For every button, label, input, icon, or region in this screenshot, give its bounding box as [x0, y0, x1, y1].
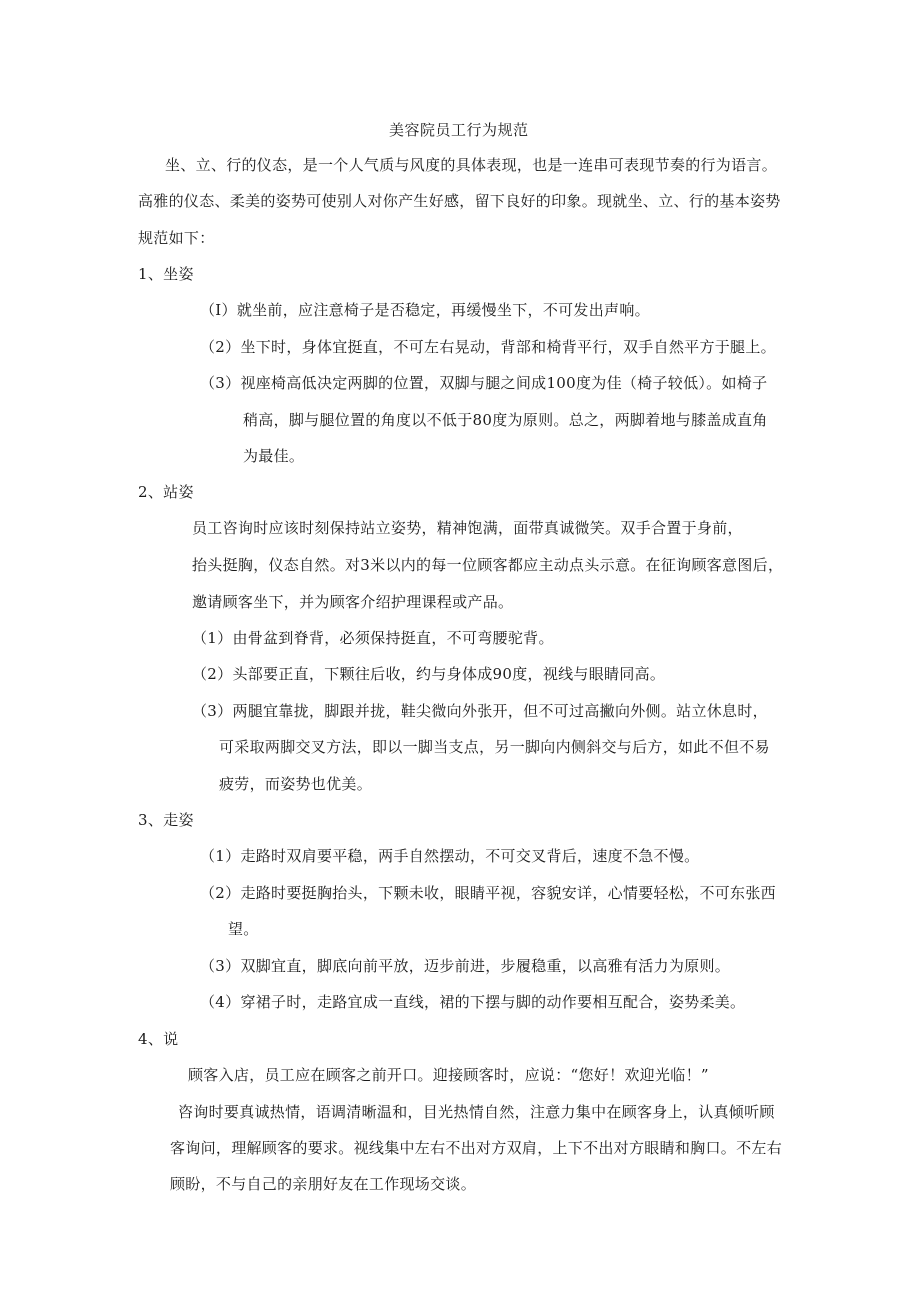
walking-line: （1）走路时双肩要平稳，两手自然摆动，不可交叉背后，速度不急不慢。	[200, 847, 700, 865]
section-heading-standing: 2、站姿	[138, 483, 194, 501]
walking-line: 望。	[228, 920, 259, 938]
speaking-line: 客询问，理解顾客的要求。视线集中左右不出对方双肩，上下不出对方眼睛和胸口。不左右	[170, 1139, 783, 1157]
section-heading-sitting: 1、坐姿	[138, 265, 194, 283]
section-heading-walking: 3、走姿	[138, 811, 194, 829]
sitting-line: （3）视座椅高低决定两脚的位置，双脚与腿之间成100度为佳（椅子较低）。如椅子	[200, 374, 768, 392]
sitting-line: 为最佳。	[243, 447, 305, 465]
intro-line: 坐、立、行的仪态，是一个人气质与风度的具体表现，也是一连串可表现节奏的行为语言。	[165, 156, 778, 174]
speaking-line: 咨询时要真诚热情，语调清晰温和，目光热情自然，注意力集中在顾客身上，认真倾听顾	[178, 1103, 775, 1121]
standing-line: 抬头挺胸，仪态自然。对3米以内的每一位顾客都应主动点头示意。在征询顾客意图后，	[192, 556, 784, 574]
sitting-line: （I）就坐前，应注意椅子是否稳定，再缓慢坐下，不可发出声响。	[200, 301, 650, 319]
speaking-line: 顾盼，不与自己的亲朋好友在工作现场交谈。	[170, 1175, 477, 1193]
walking-line: （3）双脚宜直，脚底向前平放，迈步前进，步履稳重，以高雅有活力为原则。	[200, 957, 731, 975]
intro-line: 高雅的仪态、柔美的姿势可使别人对你产生好感，留下良好的印象。现就坐、立、行的基本姿势	[138, 192, 781, 210]
document-title: 美容院员工行为规范	[389, 121, 529, 139]
intro-line: 规范如下：	[138, 229, 215, 247]
walking-line: （4）穿裙子时，走路宜成一直线，裙的下摆与脚的动作要相互配合，姿势柔美。	[200, 993, 746, 1011]
standing-line: 邀请顾客坐下，并为顾客介绍护理课程或产品。	[192, 593, 514, 611]
standing-line: 员工咨询时应该时刻保持站立姿势，精神饱满，面带真诚微笑。双手合置于身前，	[192, 519, 743, 537]
standing-line: （1）由骨盆到脊背，必须保持挺直，不可弯腰驼背。	[192, 629, 554, 647]
standing-line: （2）头部要正直，下颗往后收，约与身体成90度，视线与眼睛同高。	[192, 665, 666, 683]
section-heading-speaking: 4、说	[138, 1030, 179, 1048]
sitting-line: 稍高，脚与腿位置的角度以不低于80度为原则。总之，两脚着地与膝盖成直角	[243, 411, 768, 429]
speaking-line: 顾客入店，员工应在顾客之前开口。迎接顾客时，应说：“您好！欢迎光临！”	[188, 1066, 709, 1084]
walking-line: （2）走路时要挺胸抬头，下颗未收，眼睛平视，容貌安详，心情要轻松，不可东张西	[200, 884, 776, 902]
standing-line: 可采取两脚交叉方法，即以一脚当支点，另一脚向内侧斜交与后方，如此不但不易	[219, 738, 770, 756]
standing-line: 疲劳，而姿势也优美。	[219, 775, 373, 793]
sitting-line: （2）坐下时，身体宜挺直，不可左右晃动，背部和椅背平行，双手自然平方于腿上。	[200, 338, 776, 356]
standing-line: （3）两腿宜靠拢，脚跟并拢，鞋尖微向外张开，但不可过高撇向外侧。站立休息时，	[192, 702, 768, 720]
